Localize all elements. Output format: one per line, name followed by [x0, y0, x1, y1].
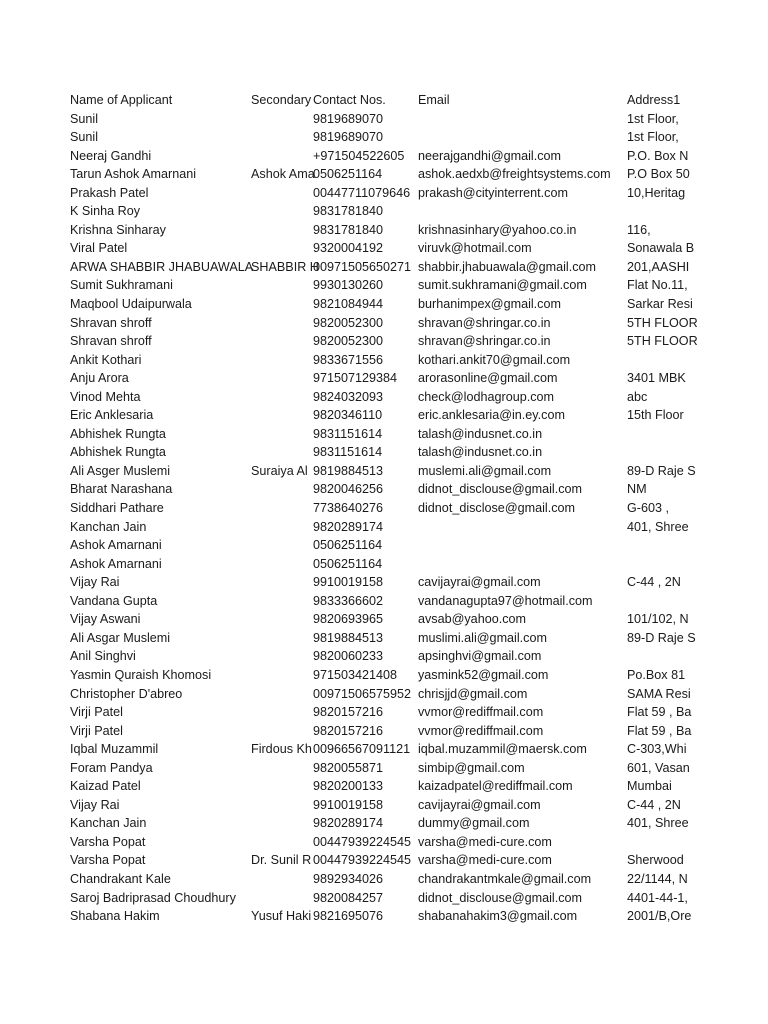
contact-cell: 9892934026 [313, 871, 384, 886]
email-cell: kothari.ankit70@gmail.com [418, 352, 571, 367]
table-row [70, 703, 692, 722]
contact-cell: 00971506575952 [313, 686, 412, 701]
email-cell: shabbir.jhabuawala@gmail.com [418, 259, 596, 274]
contact-cell: 9930130260 [313, 278, 384, 293]
table-row [70, 759, 688, 778]
address-cell: Flat 59 , Ba [627, 705, 692, 720]
address-cell: 5TH FLOOR [627, 334, 698, 349]
email-cell: varsha@medi-cure.com [418, 834, 552, 849]
table-row [70, 147, 688, 166]
spreadsheet [70, 91, 698, 926]
email-cell: shravan@shringar.co.in [418, 334, 551, 349]
secondary-cell: Suraiya Al [251, 463, 308, 478]
contact-cell: 0506251164 [313, 167, 383, 182]
address-cell: C-44 , 2N [627, 797, 681, 812]
contact-cell: 9820052300 [313, 334, 384, 349]
table-row [70, 610, 688, 629]
contact-cell: 9821084944 [313, 297, 384, 312]
table-row [70, 536, 688, 555]
email-cell: cavijayrai@gmail.com [418, 575, 541, 590]
table-row [70, 462, 696, 481]
email-cell: chandrakantmkale@gmail.com [418, 871, 592, 886]
secondary-cell: Yusuf Haki [251, 909, 312, 924]
name-cell: Sunil [70, 130, 99, 145]
name-cell: Varsha Popat [70, 853, 146, 868]
contact-cell: 9320004192 [313, 241, 384, 256]
name-cell: Iqbal Muzammil [70, 742, 159, 757]
address-cell: 4401-44-1, [627, 890, 688, 905]
name-cell: Christopher D'abreo [70, 686, 183, 701]
name-cell: Foram Pandya [70, 760, 153, 775]
secondary-cell: Ashok Ama [251, 167, 315, 182]
table-row [70, 128, 688, 147]
name-cell: Vijay Rai [70, 575, 120, 590]
table-row [70, 314, 698, 333]
email-cell: kaizadpatel@rediffmail.com [418, 779, 573, 794]
contact-cell: 9820200133 [313, 779, 384, 794]
name-cell: Virji Patel [70, 705, 123, 720]
contact-cell: 971507129384 [313, 371, 398, 386]
email-cell: eric.anklesaria@in.ey.com [418, 408, 565, 423]
email-cell: prakash@cityinterrent.com [418, 185, 568, 200]
table-row [70, 518, 688, 537]
table-row [70, 573, 688, 592]
header-name: Name of Applicant [70, 93, 173, 107]
email-cell: shabanahakim3@gmail.com [418, 909, 578, 924]
address-cell: 401, Shree [627, 519, 689, 534]
name-cell: Vijay Aswani [70, 612, 141, 627]
address-cell: C-44 , 2N [627, 575, 681, 590]
table-row [70, 889, 688, 908]
contact-cell: 9910019158 [313, 575, 384, 590]
contact-cell: 9910019158 [313, 797, 384, 812]
address-cell: abc [627, 389, 648, 404]
table-row [70, 425, 688, 444]
contact-cell: 7738640276 [313, 501, 384, 516]
name-cell: Bharat Narashana [70, 482, 173, 497]
contact-cell: 9819884513 [313, 463, 384, 478]
address-cell: Sherwood [627, 853, 684, 868]
table-row [70, 851, 688, 870]
address-cell: Sonawala B [627, 241, 695, 256]
contact-cell: 00966567091121 [313, 742, 411, 757]
name-cell: Vandana Gupta [70, 593, 158, 608]
name-cell: Ashok Amarnani [70, 556, 162, 571]
name-cell: Krishna Sinharay [70, 222, 166, 237]
contact-cell: 9820055871 [313, 760, 384, 775]
contact-cell: 9820052300 [313, 315, 384, 330]
table-row [70, 555, 688, 574]
address-cell: 10,Heritag [627, 185, 686, 200]
email-cell: muslemi.ali@gmail.com [418, 463, 552, 478]
email-cell: talash@indusnet.co.in [418, 426, 543, 441]
address-cell: 401, Shree [627, 816, 689, 831]
address-cell: 1st Floor, [627, 130, 679, 145]
table-row [70, 833, 688, 852]
name-cell: Kanchan Jain [70, 519, 147, 534]
contact-cell: 00447939224545 [313, 853, 412, 868]
name-cell: Viral Patel [70, 241, 128, 256]
name-cell: Chandrakant Kale [70, 871, 171, 886]
table-row [70, 202, 688, 221]
name-cell: Saroj Badriprasad Choudhury [70, 890, 236, 905]
contact-cell: 9821695076 [313, 909, 384, 924]
table-row [70, 592, 688, 611]
name-cell: Ali Asger Muslemi [70, 463, 171, 478]
name-cell: Anju Arora [70, 371, 129, 386]
email-cell: vvmor@rediffmail.com [418, 723, 544, 738]
table-row [70, 647, 688, 666]
contact-cell: 9820346110 [313, 408, 383, 423]
email-cell: didnot_disclouse@gmail.com [418, 890, 582, 905]
email-cell: yasmink52@gmail.com [418, 667, 549, 682]
contact-cell: 9833366602 [313, 593, 384, 608]
name-cell: Shravan shroff [70, 334, 152, 349]
address-cell: 15th Floor [627, 408, 684, 423]
address-cell: G-603 , [627, 501, 669, 516]
contact-cell: 0506251164 [313, 556, 383, 571]
email-cell: sumit.sukhramani@gmail.com [418, 278, 587, 293]
header-contact: Contact Nos. [313, 93, 386, 107]
address-cell: Po.Box 81 [627, 667, 686, 682]
name-cell: K Sinha Roy [70, 204, 141, 219]
contact-cell: 0506251164 [313, 538, 383, 553]
name-cell: Shravan shroff [70, 315, 152, 330]
table-row [70, 239, 695, 258]
contact-cell: 9819689070 [313, 111, 384, 126]
name-cell: Abhishek Rungta [70, 445, 166, 460]
table-row [70, 796, 688, 815]
address-cell: 116, [627, 222, 651, 237]
table-row [70, 814, 688, 833]
name-cell: Ankit Kothari [70, 352, 142, 367]
email-cell: talash@indusnet.co.in [418, 445, 543, 460]
email-cell: check@lodhagroup.com [418, 389, 554, 404]
contact-cell: 9820289174 [313, 519, 384, 534]
email-cell: arorasonline@gmail.com [418, 371, 558, 386]
table-row [70, 388, 688, 407]
name-cell: Maqbool Udaipurwala [70, 297, 192, 312]
address-cell: Mumbai [627, 779, 672, 794]
contact-cell: 971503421408 [313, 667, 398, 682]
email-cell: simbip@gmail.com [418, 760, 525, 775]
table-row [70, 499, 688, 518]
contact-cell: 9833671556 [313, 352, 384, 367]
header-address: Address1 [627, 93, 681, 107]
address-cell: 5TH FLOOR [627, 315, 698, 330]
table-row [70, 332, 698, 351]
email-cell: apsinghvi@gmail.com [418, 649, 542, 664]
contact-cell: 00447939224545 [313, 834, 412, 849]
table-row [70, 907, 692, 926]
name-cell: Ashok Amarnani [70, 538, 162, 553]
name-cell: Ali Asgar Muslemi [70, 630, 171, 645]
name-cell: Eric Anklesaria [70, 408, 154, 423]
email-cell: dummy@gmail.com [418, 816, 530, 831]
table-row [70, 740, 688, 759]
email-cell: ashok.aedxb@freightsystems.com [418, 167, 611, 182]
email-cell: iqbal.muzammil@maersk.com [418, 742, 587, 757]
table-row [70, 351, 688, 370]
contact-cell: 9820060233 [313, 649, 384, 664]
address-cell: Sarkar Resi [627, 297, 693, 312]
address-cell: 89-D Raje S [627, 463, 696, 478]
contact-cell: 9820693965 [313, 612, 384, 627]
address-cell: 22/1144, N [627, 871, 688, 886]
table-row [70, 685, 691, 704]
address-cell: Flat No.11, [627, 278, 688, 293]
header-row [70, 91, 688, 110]
name-cell: Vinod Mehta [70, 389, 141, 404]
address-cell: P.O Box 50 [627, 167, 690, 182]
address-cell: 201,AASHI [627, 259, 690, 274]
secondary-cell: SHABBIR H [251, 259, 319, 274]
email-cell: muslimi.ali@gmail.com [418, 630, 547, 645]
email-cell: didnot_disclouse@gmail.com [418, 482, 582, 497]
table-row [70, 722, 692, 741]
address-cell: 2001/B,Ore [627, 909, 692, 924]
contact-cell: 00447711079646 [313, 185, 411, 200]
email-cell: vandanagupta97@hotmail.com [418, 593, 593, 608]
table-row [70, 165, 688, 184]
name-cell: Neeraj Gandhi [70, 148, 152, 163]
name-cell: Abhishek Rungta [70, 426, 166, 441]
contact-cell: 9819884513 [313, 630, 384, 645]
table-row [70, 443, 688, 462]
email-cell: chrisjjd@gmail.com [418, 686, 528, 701]
address-cell: 3401 MBK [627, 371, 686, 386]
secondary-cell: Dr. Sunil R [251, 853, 312, 868]
table-row [70, 629, 696, 648]
email-cell: krishnasinhary@yahoo.co.in [418, 222, 577, 237]
name-cell: ARWA SHABBIR JHABUAWALA [70, 259, 254, 274]
table-row [70, 666, 688, 685]
email-cell: cavijayrai@gmail.com [418, 797, 541, 812]
name-cell: Siddhari Pathare [70, 501, 164, 516]
address-cell: NM [627, 482, 647, 497]
name-cell: Yasmin Quraish Khomosi [70, 667, 212, 682]
table-row [70, 295, 693, 314]
name-cell: Sunil [70, 111, 99, 126]
email-cell: neerajgandhi@gmail.com [418, 148, 561, 163]
header-secondary: Secondary [251, 93, 312, 107]
contact-cell: 9824032093 [313, 389, 384, 404]
header-email: Email [418, 93, 450, 107]
secondary-cell: Firdous Kh [251, 742, 312, 757]
name-cell: Anil Singhvi [70, 649, 136, 664]
email-cell: burhanimpex@gmail.com [418, 297, 561, 312]
name-cell: Vijay Rai [70, 797, 120, 812]
table-row [70, 870, 688, 889]
contact-cell: 9820289174 [313, 816, 384, 831]
address-cell: 601, Vasan [627, 760, 690, 775]
name-cell: Tarun Ashok Amarnani [70, 167, 197, 182]
contact-cell: 9820157216 [313, 705, 384, 720]
table-row [70, 221, 688, 240]
email-cell: avsab@yahoo.com [418, 612, 526, 627]
address-cell: SAMA Resi [627, 686, 691, 701]
name-cell: Prakash Patel [70, 185, 149, 200]
name-cell: Virji Patel [70, 723, 123, 738]
table-body [70, 110, 698, 926]
contact-cell: 9831151614 [313, 426, 383, 441]
contact-cell: 9820046256 [313, 482, 384, 497]
email-cell: didnot_disclose@gmail.com [418, 501, 575, 516]
address-cell: C-303,Whi [627, 742, 687, 757]
name-cell: Kaizad Patel [70, 779, 141, 794]
contact-cell: 9820084257 [313, 890, 384, 905]
table-row [70, 369, 688, 388]
name-cell: Varsha Popat [70, 834, 146, 849]
table-row [70, 480, 688, 499]
email-cell: vvmor@rediffmail.com [418, 705, 544, 720]
address-cell: 101/102, N [627, 612, 689, 627]
name-cell: Shabana Hakim [70, 909, 160, 924]
name-cell: Kanchan Jain [70, 816, 147, 831]
table-row [70, 110, 688, 129]
contact-cell: 9820157216 [313, 723, 384, 738]
contact-cell: 9831151614 [313, 445, 383, 460]
table-row [70, 406, 688, 425]
contact-cell: 00971505650271 [313, 259, 412, 274]
address-cell: 89-D Raje S [627, 630, 696, 645]
table-row [70, 184, 688, 203]
name-cell: Sumit Sukhramani [70, 278, 173, 293]
contact-cell: 9819689070 [313, 130, 384, 145]
table-row [70, 276, 688, 295]
contact-cell: +971504522605 [313, 148, 405, 163]
address-cell: Flat 59 , Ba [627, 723, 692, 738]
email-cell: shravan@shringar.co.in [418, 315, 551, 330]
email-cell: varsha@medi-cure.com [418, 853, 552, 868]
contact-cell: 9831781840 [313, 222, 384, 237]
email-cell: viruvk@hotmail.com [418, 241, 532, 256]
contact-cell: 9831781840 [313, 204, 384, 219]
address-cell: P.O. Box N [627, 148, 689, 163]
address-cell: 1st Floor, [627, 111, 679, 126]
table-row [70, 258, 688, 277]
table-row [70, 777, 688, 796]
